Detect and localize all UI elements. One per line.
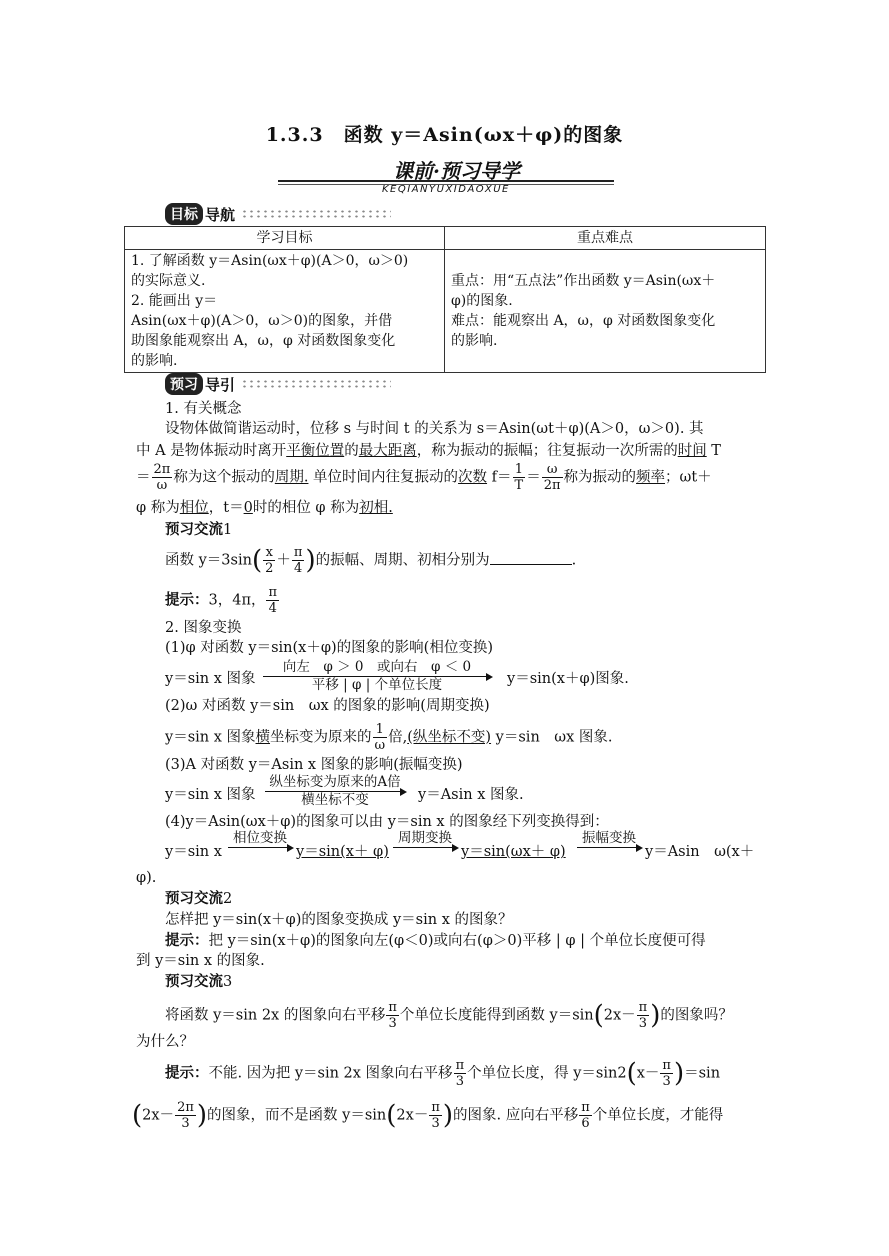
transform-4-arrow-3: 振幅变换 xyxy=(577,830,641,848)
transform-3-arrow: 纵坐标变为原来的A倍 横坐标不变 xyxy=(265,774,405,809)
cell-line: 助图象能观察出 A，ω，φ 对函数图象变化 xyxy=(131,333,396,349)
transform-4-end-cont: φ). xyxy=(136,870,157,886)
fraction: $\frac{\pi}{3}$ xyxy=(431,1100,440,1131)
transform-3-title: (3)A 对函数 y＝Asin x 图象的影响(振幅变换) xyxy=(165,757,463,773)
goals-badge: 目标 xyxy=(165,203,203,225)
hint-3-cont: (2x－ $\frac{2\pi}{3}$ )的图象，而不是函数 y＝sin(2x－ $\frac{\pi}{3}$ )的图象. 应向右平移 $\frac{\pi}{6}$ 个单位长度，才能得 xyxy=(132,1100,724,1131)
transform-1-start: y＝sin x 图象 xyxy=(165,671,256,687)
table-cell-goals xyxy=(125,250,445,373)
transform-2-title: (2)ω 对函数 y＝sin ωx 的图象的影响(周期变换) xyxy=(165,698,490,714)
transform-3-end: y＝Asin x 图象. xyxy=(418,787,524,803)
transform-1-end: y＝sin(x＋φ)图象. xyxy=(507,671,629,687)
table-row xyxy=(125,250,766,373)
fraction: $\frac{\pi}{4}$ xyxy=(293,545,303,576)
preview-heading xyxy=(165,373,391,393)
hint-3: 提示：不能. 因为把 y＝sin 2x 图象向右平移 $\frac{\pi}{3}$ 个单位长度，得 y＝sin2(x－ $\frac{\pi}{3}$ )＝sin xyxy=(165,1058,721,1089)
fraction: $\frac{1}{\omega}$ xyxy=(374,722,386,753)
paragraph-line: φ 称为相位，t＝0时的相位 φ 称为初相. xyxy=(136,500,393,516)
fraction: $\frac{\pi}{3}$ xyxy=(662,1058,671,1089)
transform-4-title: (4)y＝Asin(ωx＋φ)的图象可以由 y＝sin x 的图象经下列变换得到： xyxy=(165,814,609,830)
paragraph-line: ＝ $\frac{2\pi}{\omega}$ 称为这个振动的周期. 单位时间内往复振动的次数 f＝ $\frac{1}{T}$ ＝ $\frac{\omega}{2\pi}$ 称为振动的频率；ωt＋ xyxy=(136,462,712,493)
transform-4-arrow-1: 相位变换 xyxy=(228,830,292,848)
exercise-3-label: 预习交流3 xyxy=(165,974,233,990)
cell-line: Asin(ωx＋φ)(A＞0，ω＞0)的图象，并借 xyxy=(131,313,393,329)
fraction: $\frac{\pi}{3}$ xyxy=(455,1058,465,1089)
preview-badge: 预习 xyxy=(165,373,203,395)
section-1-title: 1. 有关概念 xyxy=(165,401,242,417)
hint-1: 提示：3，4π， $\frac{\pi}{4}$ xyxy=(165,585,278,616)
cell-line: 的影响. xyxy=(451,333,498,349)
transform-3-start: y＝sin x 图象 xyxy=(165,787,256,803)
table-header: 重点难点 xyxy=(445,227,766,250)
goals-table xyxy=(124,226,766,373)
answer-blank xyxy=(490,550,572,565)
table-header: 学习目标 xyxy=(125,227,445,250)
goals-heading xyxy=(165,203,391,223)
dotted-rule xyxy=(241,209,391,219)
exercise-3-question: 将函数 y＝sin 2x 的图象向右平移 $\frac{\pi}{3}$ 个单位长度能得到函数 y＝sin(2x－ $\frac{\pi}{3}$ )的图象吗？ xyxy=(165,1000,733,1031)
hint-2-cont: 到 y＝sin x 的图象. xyxy=(136,953,265,969)
cell-line: 2. 能画出 y＝ xyxy=(131,293,218,309)
exercise-1-question: 函数 y＝3sin( $\frac{x}{2}$ ＋ $\frac{\pi}{4}$ )的振幅、周期、初相分别为 . xyxy=(165,545,577,576)
hint-2: 提示：把 y＝sin(x＋φ)的图象向左(φ＜0)或向右(φ＞0)平移 | φ | 个单位长度便可得 xyxy=(165,933,706,949)
fraction: $\frac{x}{2}$ xyxy=(265,545,274,576)
section-2-title: 2. 图象变换 xyxy=(165,620,242,636)
fraction: $\frac{1}{T}$ xyxy=(514,462,524,493)
banner-subtitle: KEQIANYUXIDAOXUE xyxy=(382,184,510,195)
paragraph-line: 中 A 是物体振动时离开平衡位置的最大距离，称为振动的振幅；往复振动一次所需的时间 T xyxy=(136,443,721,459)
paragraph-line: 设物体做简谐运动时，位移 s 与时间 t 的关系为 s＝Asin(ωt＋φ)(A＞0，ω＞0). 其 xyxy=(165,421,704,437)
table-cell-key-points xyxy=(445,250,766,373)
fraction: $\frac{\pi}{3}$ xyxy=(388,1000,397,1031)
transform-1-title: (1)φ 对函数 y＝sin(x＋φ)的图象的影响(相位变换) xyxy=(165,640,493,656)
cell-line: 1. 了解函数 y＝Asin(ωx＋φ)(A＞0，ω＞0) xyxy=(131,253,409,269)
section-banner xyxy=(278,155,614,199)
fraction: $\frac{\pi}{3}$ xyxy=(638,1000,648,1031)
preview-heading-text: 导引 xyxy=(205,375,236,394)
transform-4-end: y＝Asin ω(x＋ xyxy=(645,844,755,860)
transform-4-mid-2: y＝sin(ωx＋ φ) xyxy=(461,844,566,860)
fraction: $\frac{2\pi}{3}$ xyxy=(177,1100,194,1131)
page-title: 1.3.3 函数 y＝Asin(ωx＋φ)的图象 xyxy=(265,124,624,146)
fraction: $\frac{2\pi}{\omega}$ xyxy=(153,462,171,493)
cell-line: 的实际意义. xyxy=(131,273,206,289)
table-header-row xyxy=(125,227,766,250)
fraction: $\frac{\pi}{6}$ xyxy=(581,1100,590,1131)
cell-line: 重点：用“五点法”作出函数 y＝Asin(ωx＋ xyxy=(451,273,716,289)
exercise-3-question-cont: 为什么？ xyxy=(136,1034,194,1050)
cell-line: 的影响. xyxy=(131,353,178,369)
transform-4-mid-1: y＝sin(x＋ φ) xyxy=(296,844,389,860)
exercise-2-question: 怎样把 y＝sin(x＋φ)的图象变换成 y＝sin x 的图象？ xyxy=(165,912,513,928)
transform-4-arrow-2: 周期变换 xyxy=(393,830,457,848)
exercise-2-label: 预习交流2 xyxy=(165,891,233,907)
goals-heading-text: 导航 xyxy=(205,205,236,224)
fraction: $\frac{\omega}{2\pi}$ xyxy=(543,462,561,493)
transform-4-start: y＝sin x xyxy=(165,844,222,860)
fraction: $\frac{\pi}{4}$ xyxy=(268,585,278,616)
cell-line: 难点：能观察出 A，ω，φ 对函数图象变化 xyxy=(451,313,716,329)
transform-2-line: y＝sin x 图象横坐标变为原来的 $\frac{1}{\omega}$ 倍,(纵坐标不变) y＝sin ωx 图象. xyxy=(165,722,613,753)
cell-line: φ)的图象. xyxy=(451,293,513,309)
transform-1-arrow: 向左 φ ＞ 0 或向右 φ ＜ 0 平移 | φ | 个单位长度 xyxy=(263,659,491,694)
banner-title: 课前·预习导学 xyxy=(393,159,520,183)
dotted-rule xyxy=(241,379,391,389)
exercise-1-label: 预习交流1 xyxy=(165,522,233,538)
